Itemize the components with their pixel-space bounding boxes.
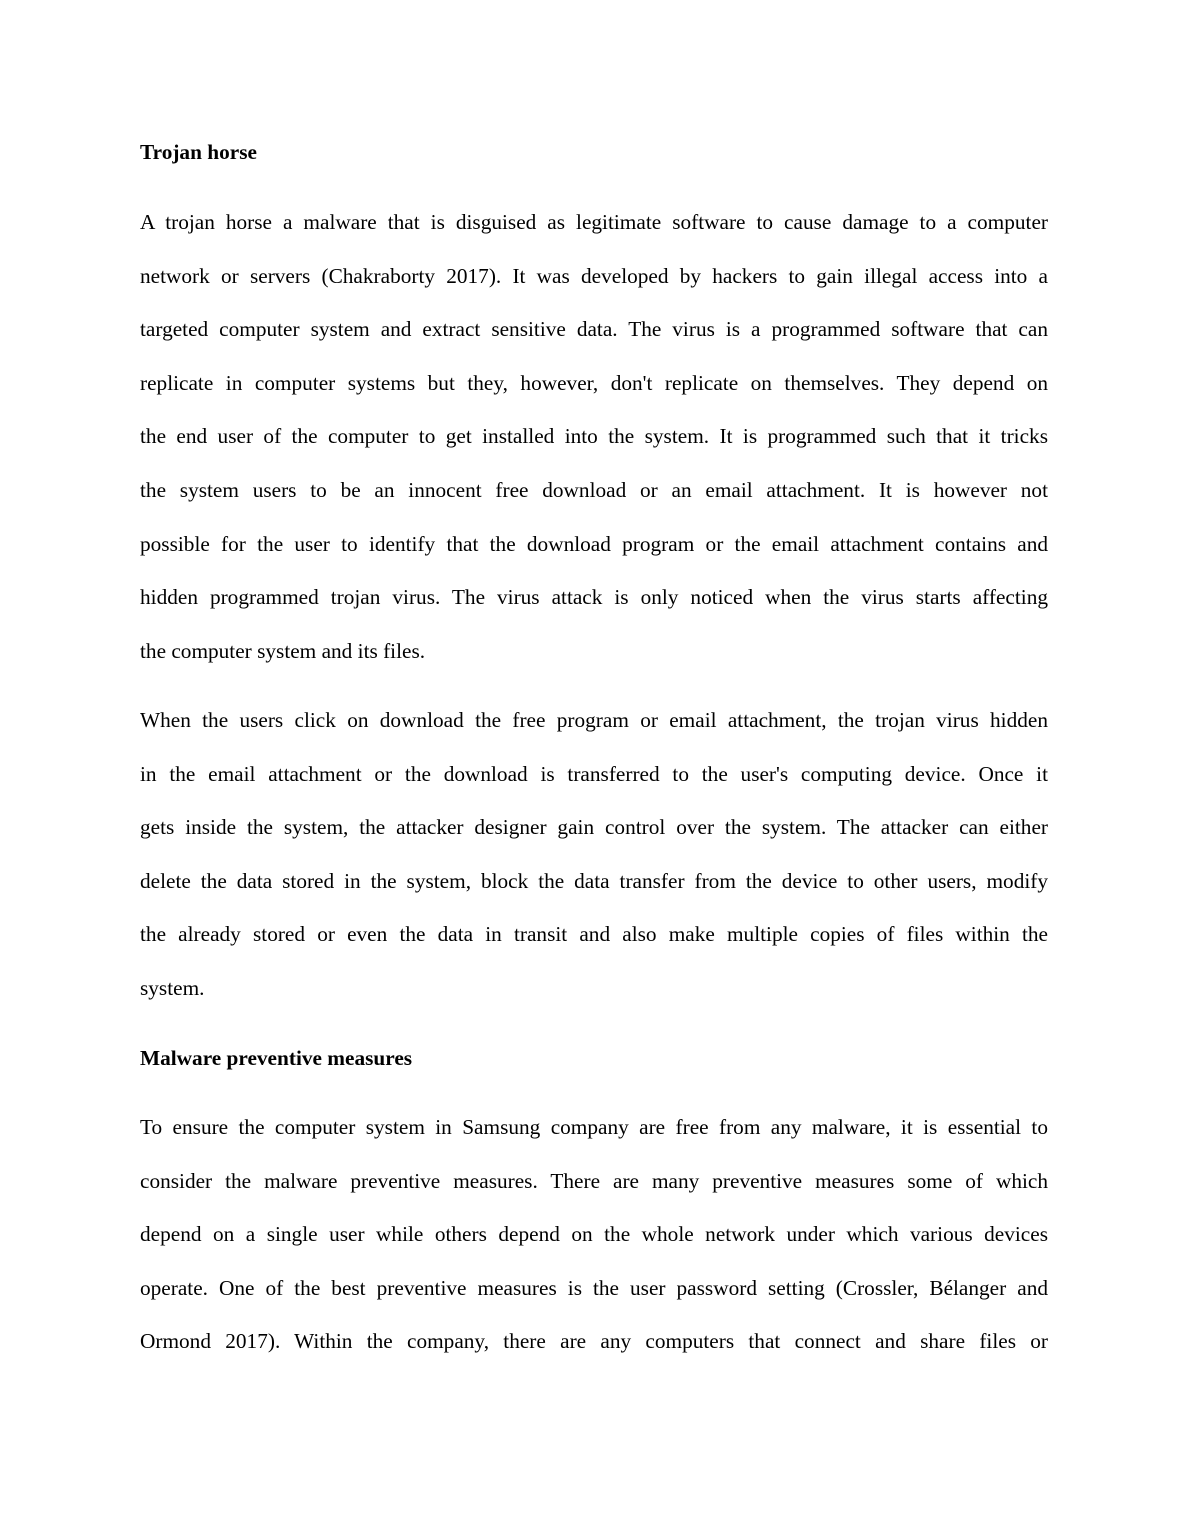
text-line: system. (140, 975, 205, 1000)
text-line: To ensure the computer system in Samsung company are free from any malware, it is essential to (140, 1115, 1048, 1139)
text-line: possible for the user to identify that the download program or the email attachment contains and (140, 531, 1048, 556)
text-line: hidden programmed trojan virus. The virus attack is only noticed when the virus starts affecting (140, 585, 1048, 610)
paragraph (140, 196, 1048, 678)
text-line: the already stored or even the data in transit and also make multiple copies of files within the (140, 922, 1048, 947)
text-line: consider the malware preventive measures. There are many preventive measures some of which (140, 1168, 1048, 1193)
paragraph (140, 1101, 1048, 1369)
paragraph (140, 694, 1048, 1016)
text-line: Ormond 2017). Within the company, there are any computers that connect and share files or (140, 1329, 1048, 1354)
text-line: gets inside the system, the attacker designer gain control over the system. The attacker can either (140, 815, 1048, 840)
text-line: the computer system and its files. (140, 638, 426, 663)
text-line: the end user of the computer to get installed into the system. It is programmed such that it tricks (140, 424, 1048, 449)
text-line: operate. One of the best preventive measures is the user password setting (Crossler, Bélanger and (140, 1275, 1048, 1300)
text-line: When the users click on download the free program or email attachment, the trojan virus hidden (140, 708, 1048, 732)
text-line: targeted computer system and extract sensitive data. The virus is a programmed software that can (140, 317, 1048, 342)
heading-trojan-horse: Trojan horse (140, 140, 257, 164)
text-line: depend on a single user while others depend on the whole network under which various devices (140, 1222, 1048, 1247)
text-line: A trojan horse a malware that is disguised as legitimate software to cause damage to a computer (140, 210, 1048, 234)
text-line: replicate in computer systems but they, however, don't replicate on themselves. They depend on (140, 370, 1048, 395)
text-line: network or servers (Chakraborty 2017). It was developed by hackers to gain illegal access into a (140, 263, 1048, 288)
heading-malware-preventive-measures: Malware preventive measures (140, 1046, 413, 1070)
text-line: delete the data stored in the system, block the data transfer from the device to other users, modify (140, 868, 1048, 893)
text-line: the system users to be an innocent free download or an email attachment. It is however not (140, 477, 1048, 502)
text-line: in the email attachment or the download is transferred to the user's computing device. Once it (140, 761, 1048, 786)
